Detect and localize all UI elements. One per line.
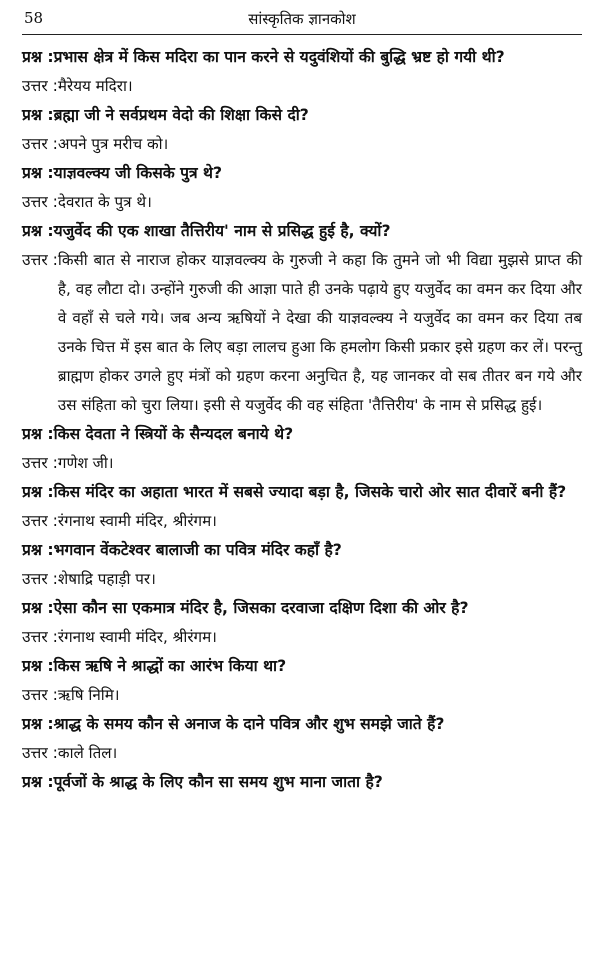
qa-question <box>22 478 582 507</box>
qa-answer <box>22 623 582 652</box>
question-label: प्रश्न : <box>22 483 54 501</box>
answer-label: उत्तर : <box>22 193 58 211</box>
question-text: ब्रह्मा जी ने सर्वप्रथम वेदो की शिक्षा किसे दी? <box>53 106 309 124</box>
question-label: प्रश्न : <box>22 222 54 240</box>
answer-text: अपने पुत्र मरीच को। <box>57 135 169 153</box>
answer-text: किसी बात से नाराज होकर याज्ञवल्क्य के गुरुजी ने कहा कि तुमने जो भी विद्या मुझसे प्राप्त की है, वह लौटा दो। उन्होंने गुरुजी की आज्ञा पाते ही उनके पढ़ाये हुए यजुर्वेद का वमन कर दिया और वे वहाँ से चले गये। जब अन्य ऋषियों ने देखा की याज्ञवल्क्य ने यजुर्वेद का वमन कर दिया तब उनके चित्त में इस बात के लिए बड़ा लालच हुआ कि हमलोग किसी प्रकार इसे ग्रहण कर लें। परन्तु ब्राह्मण होकर उगले हुए मंत्रों को ग्रहण करना अनुचित है, यह जानकर वो सब तीतर बन गये और उस संहिता को चुरा लिया। इसी से यजुर्वेद की वह संहिता 'तैत्तिरीय' के नाम से प्रसिद्ध हुई। <box>57 251 582 414</box>
answer-text: शेषाद्रि पहाड़ी पर। <box>57 570 156 588</box>
answer-label: उत्तर : <box>22 744 58 762</box>
qa-question <box>22 43 582 72</box>
question-label: प्रश्न : <box>22 106 54 124</box>
qa-answer <box>22 188 582 217</box>
qa-list <box>22 43 582 797</box>
question-text: किस मंदिर का अहाता भारत में सबसे ज्यादा बड़ा है, जिसके चारो ओर सात दीवारें बनी हैं? <box>53 483 567 501</box>
question-label: प्रश्न : <box>22 773 54 791</box>
qa-question <box>22 159 582 188</box>
answer-label: उत्तर : <box>22 628 58 646</box>
question-text: श्राद्ध के समय कौन से अनाज के दाने पवित्र और शुभ समझे जाते हैं? <box>53 715 445 733</box>
qa-question <box>22 594 582 623</box>
qa-question <box>22 217 582 246</box>
qa-answer <box>22 246 582 420</box>
question-text: भगवान वेंकटेश्वर बालाजी का पवित्र मंदिर कहाँ है? <box>53 541 342 559</box>
answer-text: मैरेयय मदिरा। <box>57 77 133 95</box>
question-label: प्रश्न : <box>22 715 54 733</box>
answer-label: उत्तर : <box>22 454 58 472</box>
running-title: सांस्कृतिक ज्ञानकोश <box>248 10 356 28</box>
qa-question <box>22 101 582 130</box>
question-label: प्रश्न : <box>22 541 54 559</box>
answer-text: देवरात के पुत्र थे। <box>57 193 152 211</box>
answer-label: उत्तर : <box>22 251 58 269</box>
qa-answer <box>22 449 582 478</box>
question-text: याज्ञवल्क्य जी किसके पुत्र थे? <box>53 164 223 182</box>
qa-answer <box>22 565 582 594</box>
question-text: ऐसा कौन सा एकमात्र मंदिर है, जिसका दरवाजा दक्षिण दिशा की ओर है? <box>53 599 469 617</box>
page-header <box>22 6 582 35</box>
qa-question <box>22 536 582 565</box>
question-text: किस ऋषि ने श्राद्धों का आरंभ किया था? <box>53 657 287 675</box>
answer-text: रंगनाथ स्वामी मंदिर, श्रीरंगम। <box>57 628 217 646</box>
question-text: पूर्वजों के श्राद्ध के लिए कौन सा समय शुभ माना जाता है? <box>53 773 383 791</box>
question-label: प्रश्न : <box>22 657 54 675</box>
question-text: किस देवता ने स्त्रियों के सैन्यदल बनाये थे? <box>53 425 294 443</box>
qa-answer <box>22 72 582 101</box>
qa-question <box>22 420 582 449</box>
question-label: प्रश्न : <box>22 425 54 443</box>
answer-label: उत्तर : <box>22 570 58 588</box>
qa-question <box>22 768 582 797</box>
answer-text: गणेश जी। <box>57 454 114 472</box>
qa-question <box>22 652 582 681</box>
answer-text: ऋषि निमि। <box>57 686 120 704</box>
question-text: प्रभास क्षेत्र में किस मदिरा का पान करने से यदुवंशियों की बुद्धि भ्रष्ट हो गयी थी? <box>53 48 505 66</box>
qa-answer <box>22 130 582 159</box>
answer-text: काले तिल। <box>57 744 118 762</box>
qa-answer <box>22 507 582 536</box>
question-label: प्रश्न : <box>22 599 54 617</box>
qa-answer <box>22 681 582 710</box>
answer-label: उत्तर : <box>22 77 58 95</box>
question-label: प्रश्न : <box>22 164 54 182</box>
qa-question <box>22 710 582 739</box>
qa-answer <box>22 739 582 768</box>
question-label: प्रश्न : <box>22 48 54 66</box>
answer-label: उत्तर : <box>22 686 58 704</box>
answer-text: रंगनाथ स्वामी मंदिर, श्रीरंगम। <box>57 512 217 530</box>
page-number: 58 <box>24 9 44 27</box>
answer-label: उत्तर : <box>22 512 58 530</box>
answer-label: उत्तर : <box>22 135 58 153</box>
question-text: यजुर्वेद की एक शाखा तैत्तिरीय' नाम से प्रसिद्ध हुई है, क्यों? <box>53 222 391 240</box>
